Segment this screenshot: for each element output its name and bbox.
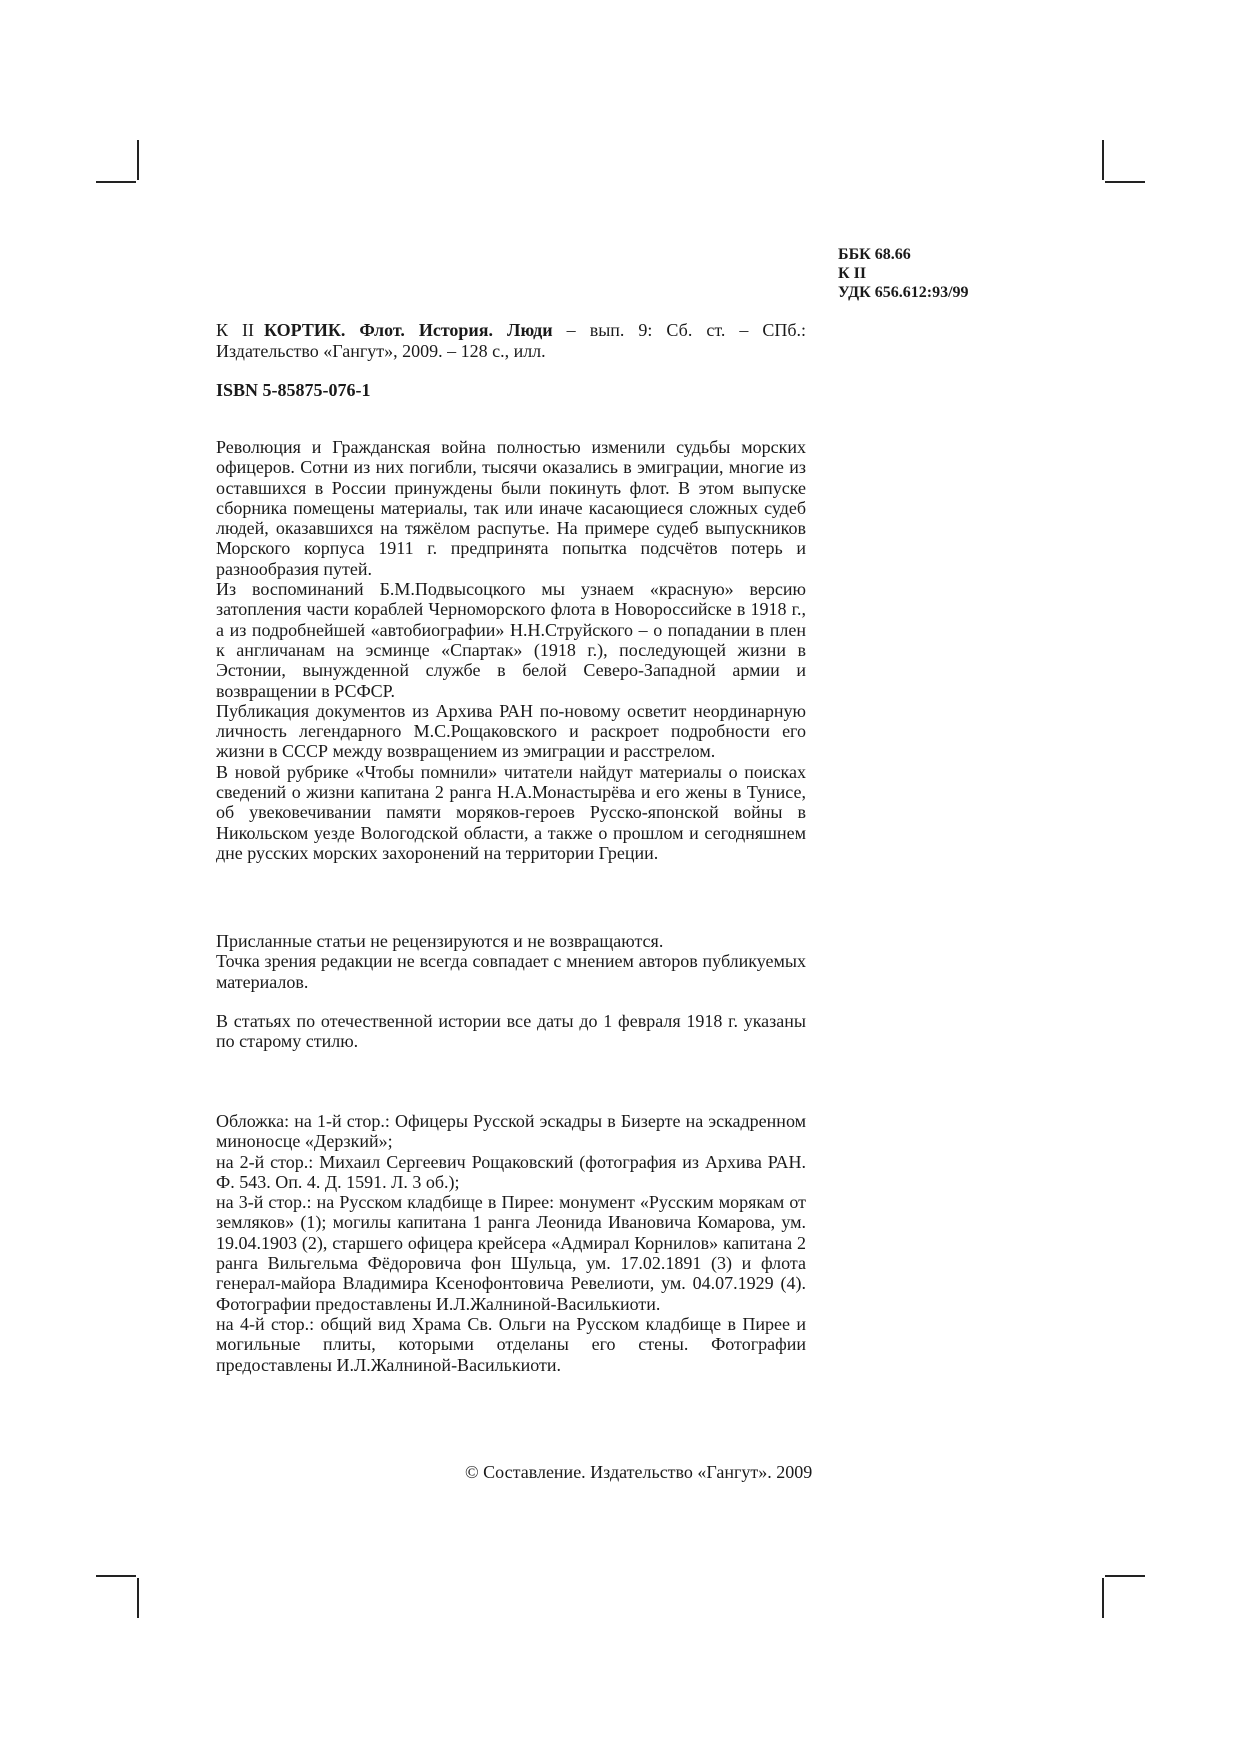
editorial-disclaimer [216, 931, 806, 992]
cover-caption: на 4-й стор.: общий вид Храма Св. Ольги на Русском кладбище в Пирее и могильные плиты, которыми отделаны его стены. Фотографии предоставлены И.Л.Жалниной-Василькиоти. [216, 1313, 806, 1375]
crop-mark-bottom-right-vertical [1102, 1578, 1104, 1618]
cover-captions [216, 1111, 806, 1375]
isbn: ISBN 5-85875-076-1 [216, 380, 371, 400]
crop-mark-top-right-vertical [1102, 140, 1104, 180]
copyright-notice: © Составление. Издательство «Гангут». 2009 [465, 1462, 813, 1482]
udk-index: УДК 656.612:93/99 [838, 284, 969, 301]
crop-mark-top-right-horizontal [1105, 181, 1145, 183]
biblio-title: КОРТИК. Флот. История. Люди [264, 320, 553, 340]
disclaimer-line: Точка зрения редакции не всегда совпадает с мнением авторов публикуемых материалов. [216, 951, 806, 992]
crop-mark-top-left-horizontal [96, 181, 136, 183]
bbk-index: ББК 68.66 [838, 246, 911, 263]
disclaimer-line: Присланные статьи не рецензируются и не возвращаются. [216, 931, 664, 951]
cover-caption: на 2-й стор.: Михаил Сергеевич Рощаковский (фотография из Архива РАН. Ф. 543. Оп. 4. Д. 1591. Л. 3 об.); [216, 1151, 806, 1192]
author-code: К II [838, 265, 867, 282]
biblio-code: К II [216, 320, 255, 340]
crop-mark-bottom-left-vertical [137, 1578, 139, 1618]
dates-note-text: В статьях по отечественной истории все даты до 1 февраля 1918 г. указаны по старому стилю. [216, 1011, 806, 1052]
crop-mark-bottom-left-horizontal [96, 1575, 136, 1577]
annotation [216, 437, 806, 863]
dates-note [216, 1011, 806, 1052]
annotation-paragraph: Из воспоминаний Б.М.Подвысоцкого мы узнаем «красную» версию затопления части кораблей Черноморского флота в Новороссийске в 1918 г., а из подробнейшей «автобиографии» Н.Н.Струйского – о попадании в плен к англичанам на эсминце «Спартак» (1918 г.), последующей жизни в Эстонии, вынужденной службе в белой Северо-Западной армии и возвращении в РСФСР. [216, 579, 806, 701]
crop-mark-top-left-vertical [137, 140, 139, 180]
annotation-paragraph: Революция и Гражданская война полностью изменили судьбы морских офицеров. Сотни из них погибли, тысячи оказались в эмиграции, многие из оставшихся в России принуждены были покинуть флот. В этом выпуске сборника помещены материалы, так или иначе касающиеся сложных судеб людей, оказавшихся на тяжёлом распутье. На примере судеб выпускников Морского корпуса 1911 г. предпринята попытка подсчётов потерь и разнообразия путей. [216, 437, 806, 579]
classification-block [838, 245, 969, 302]
annotation-paragraph: Публикация документов из Архива РАН по-новому осветит неординарную личность легендарного М.С.Рощаковского и раскроет подробности его жизни в СССР между возвращением из эмиграции и расстрелом. [216, 700, 806, 762]
biblio-details: – вып. 9: Сб. ст. – СПб.: Издательство «Гангут», 2009. – 128 с., илл. [216, 320, 807, 361]
cover-caption: Обложка: на 1-й стор.: Офицеры Русской эскадры в Бизерте на эскадренном миноносце «Дерзкий»; [216, 1111, 806, 1152]
cover-caption: на 3-й стор.: на Русском кладбище в Пирее: монумент «Русским морякам от земляков» (1); могилы капитана 1 ранга Леонида Ивановича Комарова, ум. 19.04.1903 (2), старшего офицера крейсера «Адмирал Корнилов» капитана 2 ранга Вильгельма Фёдоровича фон Шульца, ум. 17.02.1891 (3) и флота генерал-майора Владимира Ксенофонтовича Ревелиоти, ум. 04.07.1929 (4). Фотографии предоставлены И.Л.Жалниной-Василькиоти. [216, 1192, 806, 1314]
crop-mark-bottom-right-horizontal [1105, 1575, 1145, 1577]
bibliographic-entry [216, 320, 806, 362]
annotation-paragraph: В новой рубрике «Чтобы помнили» читатели найдут материалы о поисках сведений о жизни капитана 2 ранга Н.А.Монастырёва и его жены в Тунисе, об увековечивании памяти моряков-героев Русско-японской войны в Никольском уезде Вологодской области, а также о прошлом и сегодняшнем дне русских морских захоронений на территории Греции. [216, 761, 806, 863]
